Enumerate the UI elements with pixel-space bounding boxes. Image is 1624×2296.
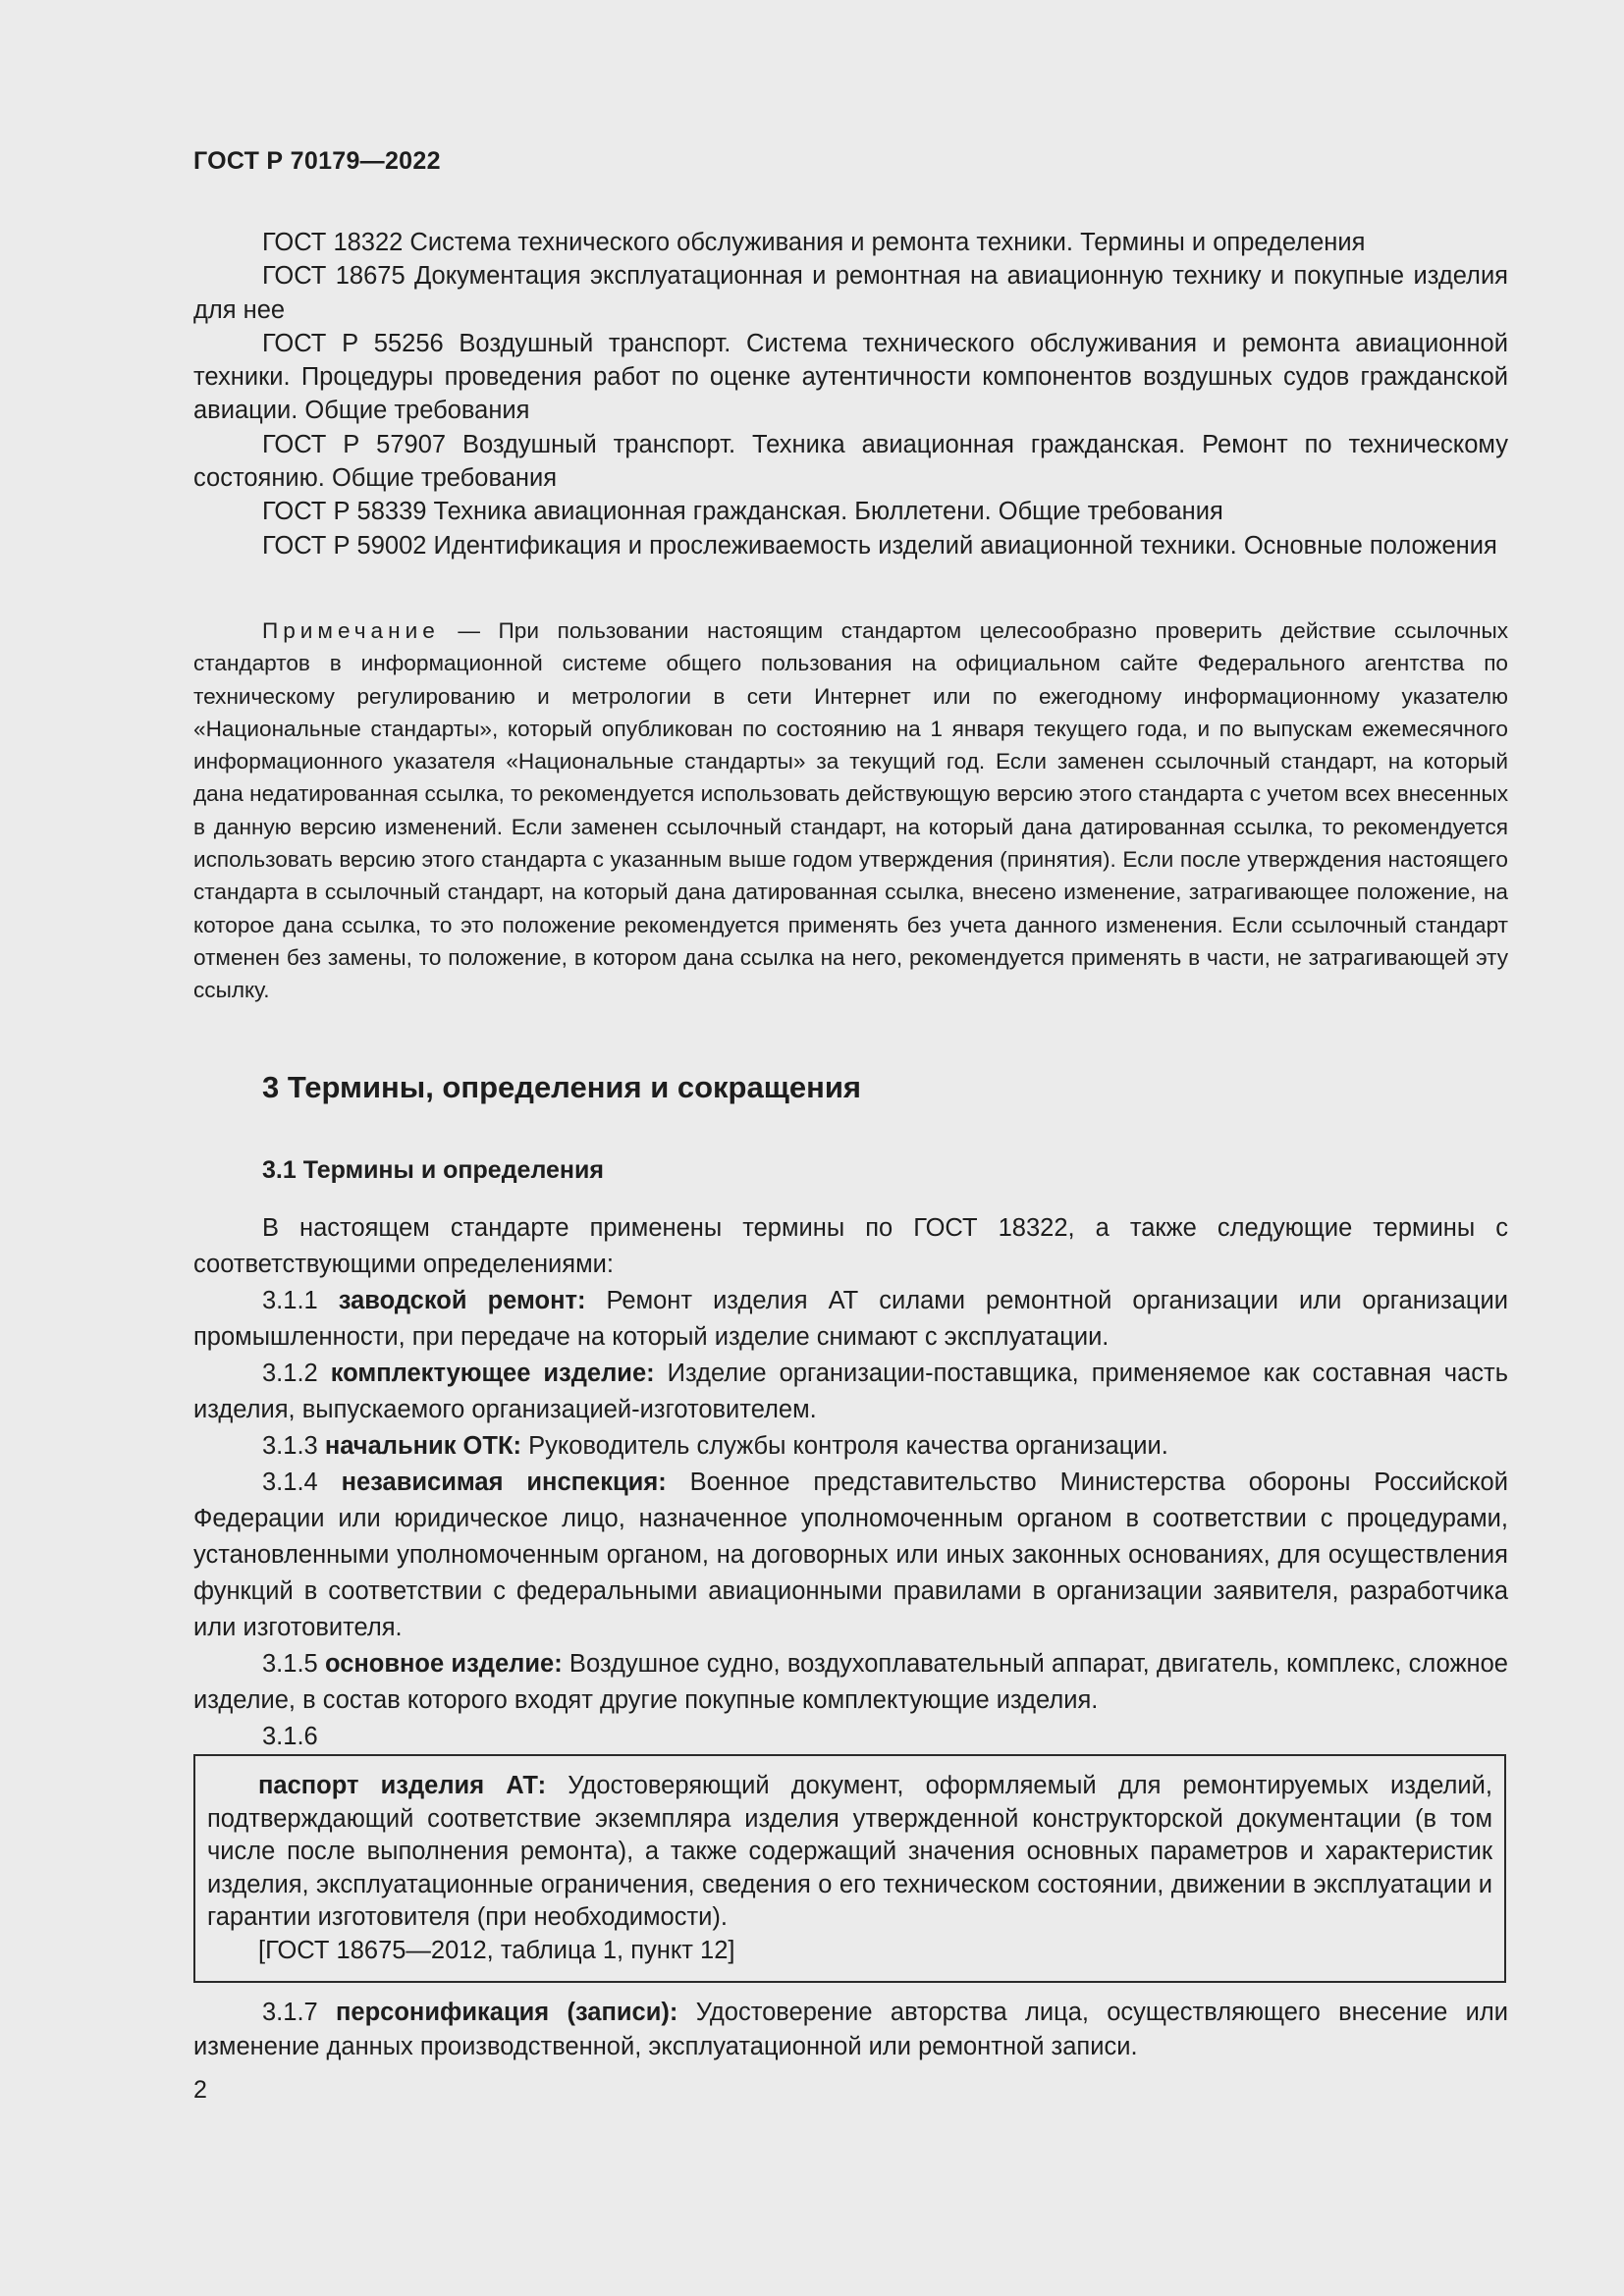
- reference-item: ГОСТ 18675 Документация эксплуатационная и ремонтная на авиационную технику и покупные изделия для нее: [193, 262, 1508, 324]
- reference-item: ГОСТ Р 58339 Техника авиационная гражданская. Бюллетени. Общие требования: [262, 498, 1223, 526]
- term-number: 3.1.1: [262, 1287, 339, 1314]
- document-header: ГОСТ Р 70179—2022: [193, 147, 441, 175]
- term-number: 3.1.2: [262, 1360, 331, 1387]
- term-entry: [207, 1770, 1492, 1935]
- term-name: начальник ОТК:: [324, 1432, 522, 1460]
- term-definition: Руководитель службы контроля качества организации.: [521, 1432, 1168, 1460]
- term-entry: [193, 1646, 1508, 1719]
- term-name: заводской ремонт:: [338, 1287, 586, 1314]
- term-number: 3.1.4: [262, 1468, 342, 1496]
- subsection-heading: 3.1 Термины и определения: [262, 1156, 604, 1184]
- reference-item: ГОСТ Р 57907 Воздушный транспорт. Техника авиационная гражданская. Ремонт по техническому состоянию. Общие требования: [193, 430, 1508, 493]
- term-definition: Военное представительство Министерства обороны Российской Федерации или юридическое лицо, назначенное уполномоченным органом в соответствии с процедурами, установленными уполномоченным органом, на договорных или иных законных основаниях, для осуществления функций в соответствии с федеральными авиационными правилами в организации заявителя, разработчика или изготовителя.: [193, 1468, 1508, 1641]
- section-heading: 3 Термины, определения и сокращения: [262, 1070, 861, 1104]
- term-definition: Удостоверяющий документ, оформляемый для ремонтируемых изделий, подтверждающий соответствие экземпляра изделия утвержденной конструкторской документации (в том числе после выполнения ремонта), а также содержащий значения основных параметров и характеристик изделия, эксплуатационные ограничения, сведения о его техническом состоянии, движении в эксплуатации и гарантии изготовителя (при необходимости).: [207, 1772, 1492, 1931]
- reference-item: ГОСТ Р 59002 Идентификация и прослеживаемость изделий авиационной техники. Основные положения: [262, 531, 1497, 560]
- term-name: независимая инспекция:: [341, 1468, 667, 1496]
- note-paragraph: [193, 614, 1508, 1007]
- term-entry: [193, 1356, 1508, 1428]
- term-definition: Ремонт изделия АТ силами ремонтной организации или организации промышленности, при передаче на который изделие снимают с эксплуатации.: [193, 1287, 1508, 1351]
- term-entry: [193, 1465, 1508, 1646]
- term-name: основное изделие:: [324, 1650, 563, 1678]
- terms-list: [193, 1210, 1508, 1755]
- term-number: 3.1.7: [262, 1999, 337, 2026]
- term-number: 3.1.5: [262, 1650, 325, 1678]
- note-label: Примечание: [262, 618, 440, 643]
- term-definition: Изделие организации-поставщика, применяемое как составная часть изделия, выпускаемого организацией-изготовителем.: [193, 1360, 1508, 1423]
- normative-references: [193, 226, 1508, 562]
- page-number: 2: [193, 2076, 207, 2104]
- reference-item: ГОСТ Р 55256 Воздушный транспорт. Система технического обслуживания и ремонта авиационной техники. Процедуры проведения работ по оценке аутентичности компонентов воздушных судов гражданской авиации. Общие требования: [193, 329, 1508, 425]
- term-number: 3.1.3: [262, 1432, 325, 1460]
- term-entry: [193, 1428, 1508, 1465]
- term-name: персонификация (записи):: [336, 1999, 678, 2026]
- term-source: [ГОСТ 18675—2012, таблица 1, пункт 12]: [258, 1936, 735, 1964]
- term-name: паспорт изделия АТ:: [258, 1772, 547, 1799]
- terms-intro: В настоящем стандарте применены термины по ГОСТ 18322, а также следующие термины с соответствующими определениями:: [193, 1214, 1508, 1278]
- reference-item: ГОСТ 18322 Система технического обслуживания и ремонта техники. Термины и определения: [262, 229, 1366, 256]
- term-entry: [193, 1996, 1508, 2063]
- term-name: комплектующее изделие:: [330, 1360, 655, 1387]
- quoted-term-box: [193, 1754, 1506, 1983]
- note-text: — При пользовании настоящим стандартом целесообразно проверить действие ссылочных стандартов в информационной системе общего пользования на официальном сайте Федерального агентства по техническому регулированию и метрологии в сети Интернет или по ежегодному информационному указателю «Национальные стандарты», который опубликован по состоянию на 1 января текущего года, и по выпускам ежемесячного информационного указателя «Национальные стандарты» за текущий год. Если заменен ссылочный стандарт, на который дана недатированная ссылка, то рекомендуется использовать действующую версию этого стандарта с учетом всех внесенных в данную версию изменений. Если заменен ссылочный стандарт, на который дана датированная ссылка, то рекомендуется использовать версию этого стандарта с указанным выше годом утверждения (принятия). Если после утверждения настоящего стандарта в ссылочный стандарт, на который дана датированная ссылка, внесено изменение, затрагивающее положение, на которое дана ссылка, то это положение рекомендуется применять без учета данного изменения. Если ссылочный стандарт отменен без замены, то положение, в котором дана ссылка на него, рекомендуется применять в части, не затрагивающей эту ссылку.: [193, 618, 1508, 1003]
- term-entry: [193, 1283, 1508, 1356]
- term-number-standalone: 3.1.6: [262, 1723, 318, 1750]
- term-definition: Удостоверение авторства лица, осуществляющего внесение или изменение данных производственной, эксплуатационной или ремонтной записи.: [193, 1999, 1508, 2060]
- term-definition: Воздушное судно, воздухоплавательный аппарат, двигатель, комплекс, сложное изделие, в состав которого входят другие покупные комплектующие изделия.: [193, 1650, 1508, 1714]
